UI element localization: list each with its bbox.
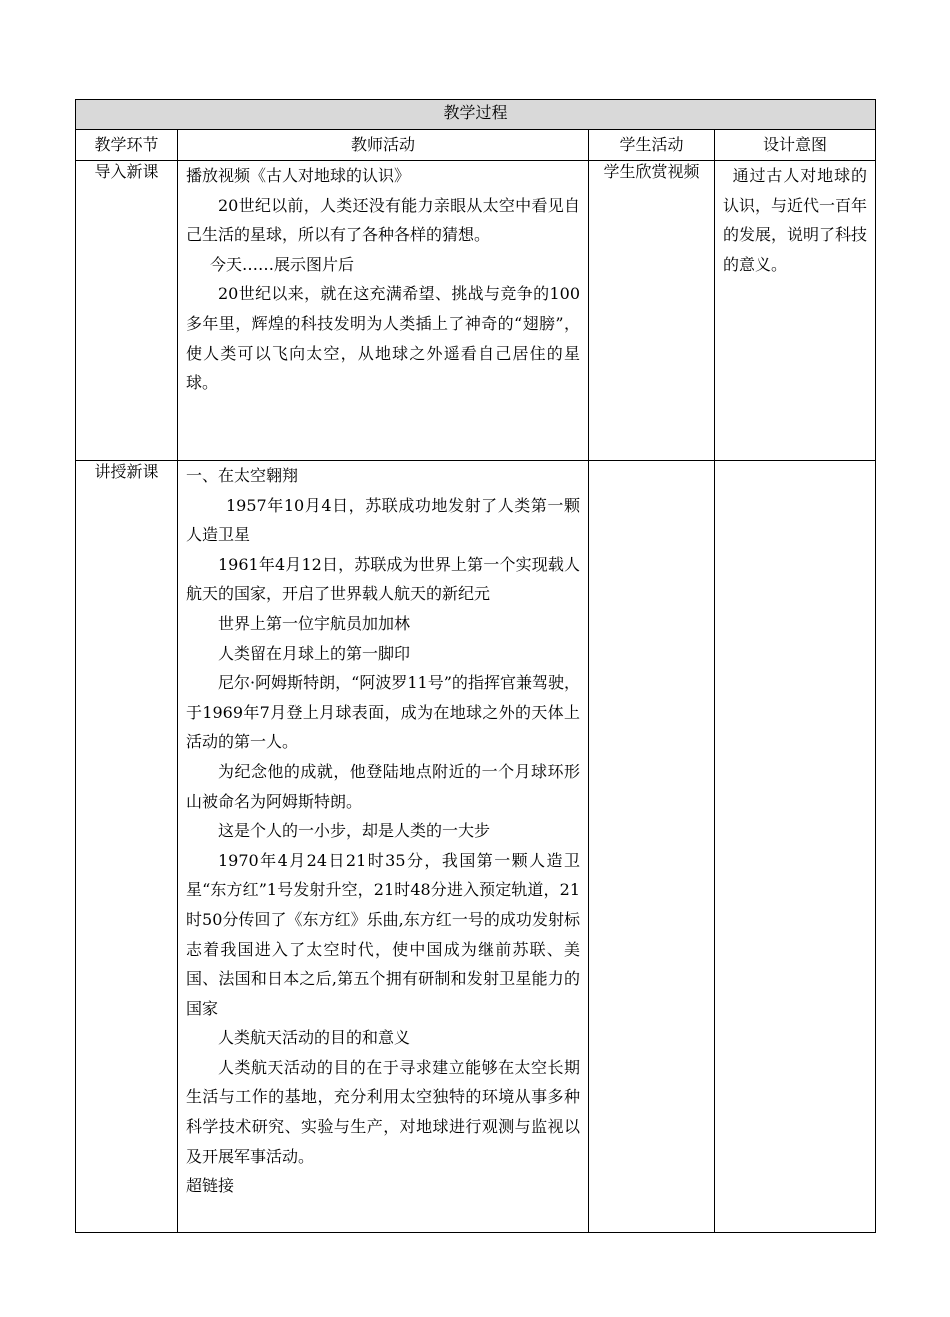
header-teacher-activity: 教师活动: [178, 130, 589, 161]
header-design-intent: 设计意图: [715, 130, 876, 161]
paragraph: 世界上第一位宇航员加加林: [218, 613, 411, 633]
stage-cell: 讲授新课: [76, 461, 178, 1233]
table-row-intro: [76, 161, 876, 461]
teacher-activity-cell: [178, 461, 589, 1233]
paragraph: 1961年4月12日，苏联成为世界上第一个实现载人航天的国家，开启了世界载人航天的新纪元: [186, 554, 580, 604]
stage-cell: 导入新课: [76, 161, 178, 461]
section-heading: 一、在太空翱翔: [186, 466, 299, 485]
paragraph: 今天……展示图片后: [210, 254, 355, 274]
paragraph: 1957年10月4日，苏联成功地发射了人类第一颗人造卫星: [186, 495, 580, 545]
table-banner: 教学过程: [76, 100, 876, 130]
paragraph: 人类留在月球上的第一脚印: [218, 643, 411, 663]
paragraph: 这是个人的一小步，却是人类的一大步: [218, 821, 491, 841]
header-student-activity: 学生活动: [589, 130, 715, 161]
hyperlink-label: 超链接: [186, 1176, 235, 1196]
design-intent-cell: [715, 161, 876, 461]
teacher-activity-cell: [178, 161, 589, 461]
paragraph: 为纪念他的成就，他登陆地点附近的一个月球环形山被命名为阿姆斯特朗。: [186, 761, 580, 811]
table-row-new-lesson: [76, 461, 876, 1233]
paragraph: 1970年4月24日21时35分，我国第一颗人造卫星“东方红”1号发射升空，21时48分进入预定轨道，21时50分传回了《东方红》乐曲,东方红一号的成功发射标志着我国进入了太空时代，使中国成为继前苏联、美国、法国和日本之后,第五个拥有研制和发射卫星能力的国家: [186, 850, 580, 1018]
student-activity-cell: [589, 461, 715, 1233]
design-intent-cell: [715, 461, 876, 1233]
paragraph: 通过古人对地球的认识，与近代一百年的发展，说明了科技的意义。: [723, 166, 868, 274]
paragraph: 人类航天活动的目的和意义: [218, 1028, 411, 1048]
student-activity-cell: 学生欣赏视频: [589, 161, 715, 461]
paragraph: 20世纪以前，人类还没有能力亲眼从太空中看见自己生活的星球，所以有了各种各样的猜想。: [186, 195, 580, 245]
paragraph: 20世纪以来，就在这充满希望、挑战与竞争的100多年里，辉煌的科技发明为人类插上了神奇的“翅膀”，使人类可以飞向太空，从地球之外遥看自己居住的星球。: [186, 284, 580, 393]
paragraph: 播放视频《古人对地球的认识》: [186, 166, 411, 185]
lesson-plan-table: [75, 99, 876, 1233]
header-stage: 教学环节: [76, 130, 178, 161]
paragraph: 人类航天活动的目的在于寻求建立能够在太空长期生活与工作的基地，充分利用太空独特的环境从事多种科学技术研究、实验与生产，对地球进行观测与监视以及开展军事活动。: [186, 1057, 580, 1166]
paragraph: 尼尔·阿姆斯特朗，“阿波罗11号”的指挥官兼驾驶，于1969年7月登上月球表面，成为在地球之外的天体上活动的第一人。: [186, 673, 580, 752]
